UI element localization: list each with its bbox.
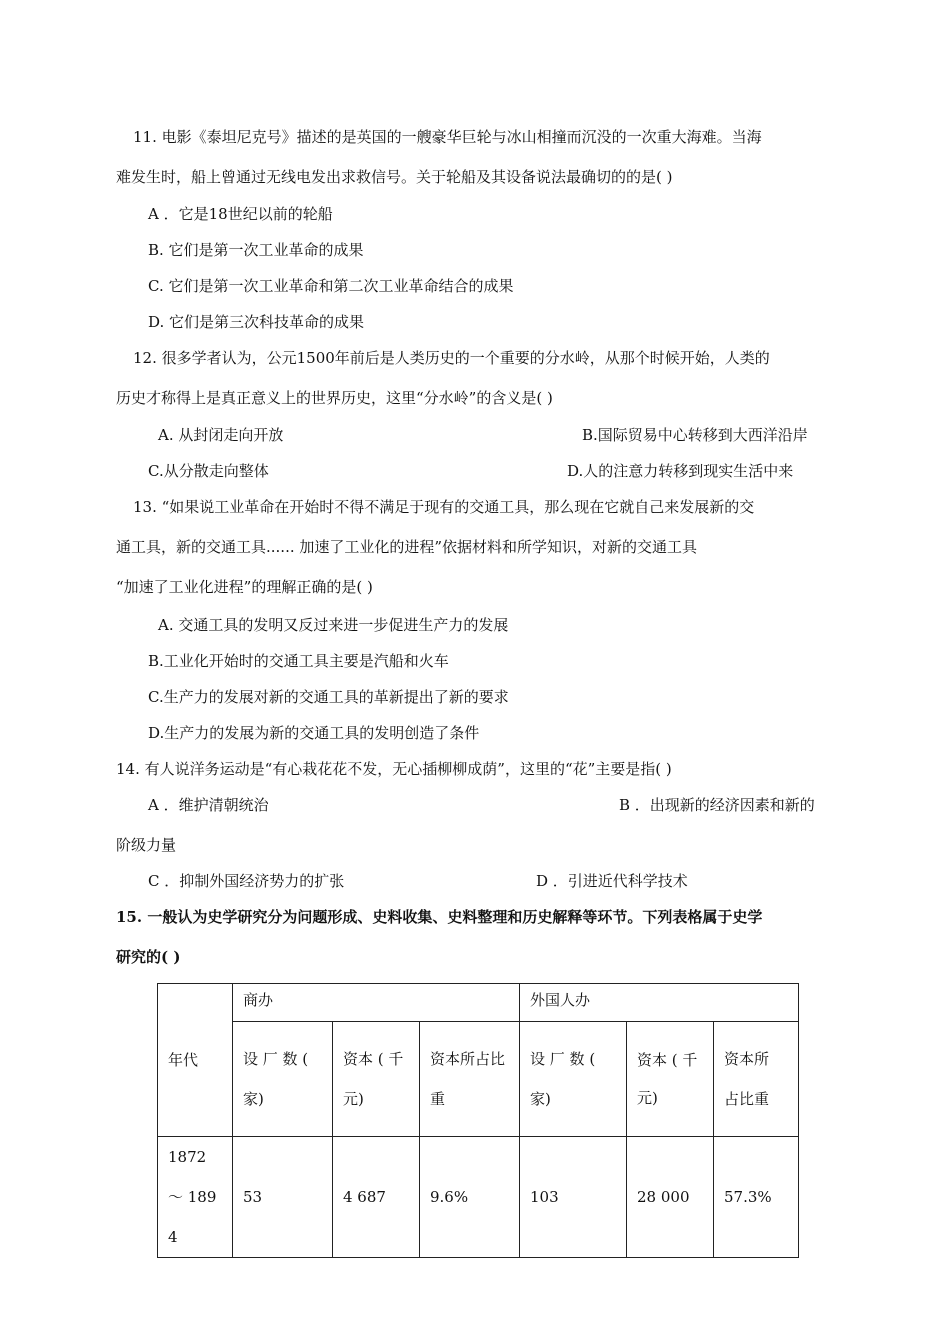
q11-stem-line1: 11. 电影《泰坦尼克号》描述的是英国的一艘豪华巨轮与冰山相撞而沉没的一次重大海难。当海	[133, 128, 762, 146]
q13-option-c: C.生产力的发展对新的交通工具的革新提出了新的要求	[148, 688, 509, 706]
q14-stem: 14. 有人说洋务运动是“有心栽花花不发，无心插柳柳成荫”，这里的“花”主要是指( )	[116, 760, 672, 778]
table-subheader-merchant-share: 资本所占比重	[430, 1050, 506, 1108]
q12-option-d: D.人的注意力转移到现实生活中来	[567, 462, 794, 480]
table-subheader-foreign-factories: 设 厂 数 ( 家)	[530, 1050, 596, 1108]
q11-option-b: B. 它们是第一次工业革命的成果	[148, 241, 364, 259]
q12-option-b: B.国际贸易中心转移到大西洋沿岸	[582, 426, 808, 444]
table-cell-merchant-share: 9.6%	[420, 1137, 520, 1258]
q11-option-c: C. 它们是第一次工业革命和第二次工业革命结合的成果	[148, 277, 514, 295]
table-header-merchant: 商办	[233, 984, 520, 1022]
table-subheader-merchant-factories: 设 厂 数 ( 家)	[243, 1050, 309, 1108]
table-header-foreign: 外国人办	[520, 984, 799, 1022]
q11-stem-line2: 难发生时，船上曾通过无线电发出求救信号。关于轮船及其设备说法最确切的的是( )	[116, 168, 673, 186]
table-subheader-foreign-capital: 资本 ( 千 元)	[637, 1051, 698, 1107]
q12-option-a: A. 从封闭走向开放	[158, 426, 284, 444]
q14-option-d: D ．引进近代科学技术	[536, 872, 688, 890]
q13-stem-line3: “加速了工业化进程”的理解正确的是( )	[116, 578, 373, 596]
q13-option-a: A. 交通工具的发明又反过来进一步促进生产力的发展	[158, 616, 509, 634]
table-header-year: 年代	[158, 984, 233, 1137]
table-subheader-merchant-capital: 资本 ( 千元)	[343, 1050, 404, 1108]
table-cell-foreign-share: 57.3%	[714, 1137, 799, 1258]
q12-stem-line2: 历史才称得上是真正意义上的世界历史，这里“分水岭”的含义是( )	[116, 389, 553, 407]
table-cell-year: 1872 ～ 1894	[168, 1148, 217, 1246]
q13-option-d: D.生产力的发展为新的交通工具的发明创造了条件	[148, 724, 480, 742]
q13-option-b: B.工业化开始时的交通工具主要是汽船和火车	[148, 652, 449, 670]
q13-stem-line1: 13. “如果说工业革命在开始时不得不满足于现有的交通工具，那么现在它就自己来发展新的交	[133, 498, 755, 516]
table-row	[158, 1137, 799, 1258]
table-cell-foreign-capital: 28 000	[627, 1137, 714, 1258]
q14-option-c: C ．抑制外国经济势力的扩张	[148, 872, 345, 890]
q14-option-a: A ．维护清朝统治	[148, 796, 269, 814]
q13-stem-line2: 通工具，新的交通工具...... 加速了工业化的进程”依据材料和所学知识，对新的交通工具	[116, 538, 698, 556]
table-cell-foreign-factories: 103	[520, 1137, 627, 1258]
q14-option-b-continued: 阶级力量	[116, 836, 177, 854]
q11-option-a: A ．它是18世纪以前的轮船	[148, 205, 333, 223]
table-cell-merchant-capital: 4 687	[333, 1137, 420, 1258]
q12-option-c: C.从分散走向整体	[148, 462, 269, 480]
q15-table	[157, 983, 799, 1258]
table-cell-merchant-factories: 53	[233, 1137, 333, 1258]
q15-stem-line1: 15. 一般认为史学研究分为问题形成、史料收集、史料整理和历史解释等环节。下列表格属于史学	[116, 908, 763, 926]
q14-option-b: B ．出现新的经济因素和新的	[619, 796, 815, 814]
q15-stem-line2: 研究的( )	[116, 948, 181, 966]
q11-option-d: D. 它们是第三次科技革命的成果	[148, 313, 365, 331]
table-subheader-foreign-share: 资本所 占比重	[724, 1050, 770, 1108]
q12-stem-line1: 12. 很多学者认为，公元1500年前后是人类历史的一个重要的分水岭，从那个时候开始，人类的	[133, 349, 770, 367]
